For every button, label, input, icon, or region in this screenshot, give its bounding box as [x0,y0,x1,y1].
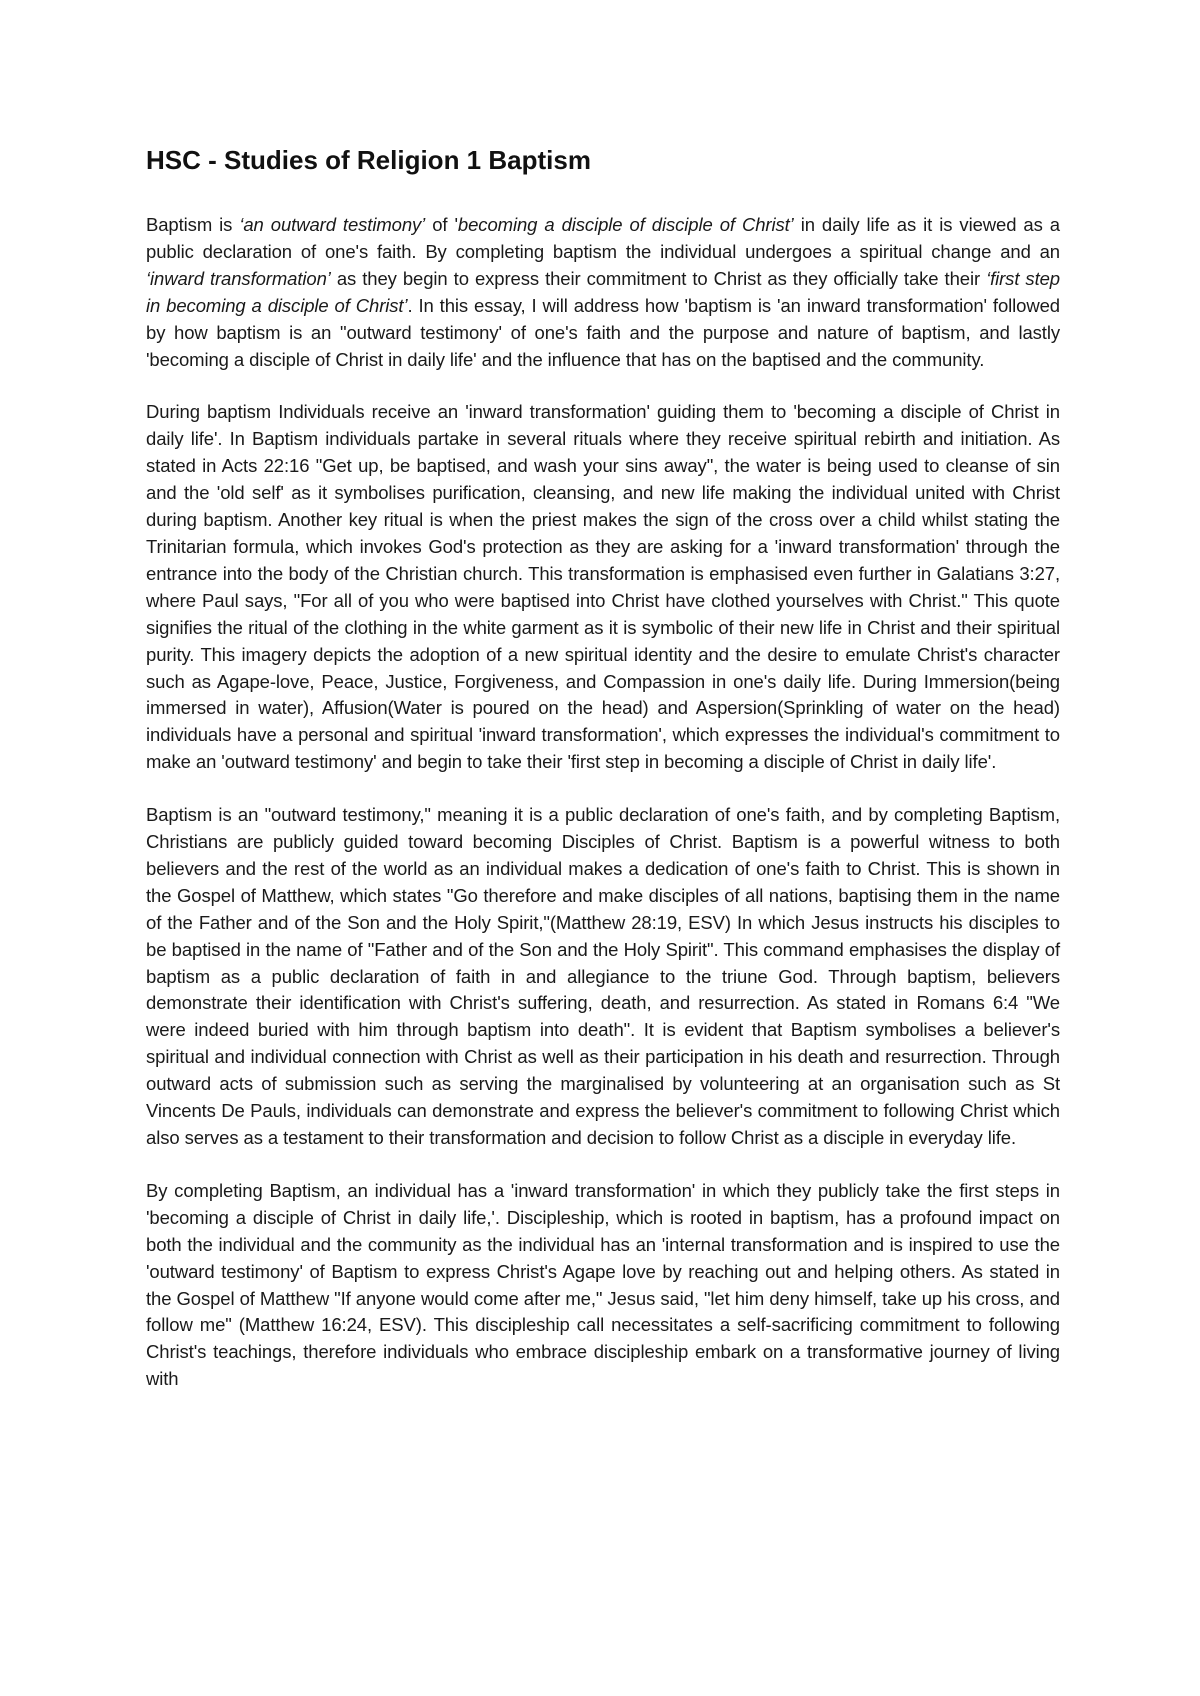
document-content [146,142,1060,1419]
text-segment: By completing Baptism, an individual has a 'inward transformation' in which they publicly take the first steps in 'becoming a disciple of Christ in daily life,'. Discipleship, which is rooted in baptism, has a profound impact on both the individual and the community as the individual has an 'internal transformation and is inspired to use the 'outward testimony' of Baptism to express Christ's Agape love by reaching out and helping others. As stated in the Gospel of Matthew "If anyone would come after me," Jesus said, "let him deny himself, take up his cross, and follow me" (Matthew 16:24, ESV). This discipleship call necessitates a self-sacrificing commitment to following Christ's teachings, therefore individuals who embrace discipleship embark on a transformative journey of living with [146,1179,1060,1390]
text-segment: During baptism Individuals receive an 'inward transformation' guiding them to 'becoming a disciple of Christ in daily life'. In Baptism individuals partake in several rituals where they receive spiritual rebirth and initiation. As stated in Acts 22:16 "Get up, be baptised, and wash your sins away", the water is being used to cleanse of sin and the 'old self' as it symbolises purification, cleansing, and new life making the individual united with Christ during baptism. Another key ritual is when the priest makes the sign of the cross over a child whilst stating the Trinitarian formula, which invokes God's protection as they are asking for a 'inward transformation' through the entrance into the body of the Christian church. This transformation is emphasised even further in Galatians 3:27, where Paul says, "For all of you who were baptised into Christ have clothed yourselves with Christ." This quote signifies the ritual of the clothing in the white garment as it is symbolic of their new life in Christ and their spiritual purity. This imagery depicts the adoption of a new spiritual identity and the desire to emulate Christ's character such as Agape-love, Peace, Justice, Forgiveness, and Compassion in one's daily life. During Immersion(being immersed in water), Affusion(Water is poured on the head) and Aspersion(Sprinkling of water on the head) individuals have a personal and spiritual 'inward transformation', which expresses the individual's commitment to make an 'outward testimony' and begin to take their 'first step in becoming a disciple of Christ in daily life'. [146,401,1060,773]
italic-quote: ‘first step in becoming a disciple of Christ’ [146,267,1060,316]
text-segment: . In this essay, I will address how 'baptism is 'an inward transformation' followed by how baptism is an "outward testimony' of one's faith and the purpose and nature of baptism, and lastly 'becoming a disciple of Christ in daily life' and the influence that has on the baptised and the community. [146,294,1060,370]
italic-quote: ‘inward transformation’ [146,267,331,289]
paragraph-introduction [146,212,1060,373]
paragraph-outward-testimony [146,802,1060,1152]
text-segment: in daily life as it is viewed as a public declaration of one's faith. By completing baptism the individual undergoes a spiritual change and an [146,214,1060,262]
text-segment: Baptism is [146,214,240,235]
document-title: HSC - Studies of Religion 1 Baptism [146,145,591,175]
text-segment: of ' [425,214,458,235]
text-segment: Baptism is an "outward testimony," meaning it is a public declaration of one's faith, and by completing Baptism, Christians are publicly guided toward becoming Disciples of Christ. Baptism is a powerful witness to both believers and the rest of the world as an individual makes a dedication of one's faith to Christ. This is shown in the Gospel of Matthew, which states "Go therefore and make disciples of all nations, baptising them in the name of the Father and of the Son and the Holy Spirit,"(Matthew 28:19, ESV) In which Jesus instructs his disciples to be baptised in the name of "Father and of the Son and the Holy Spirit". This command emphasises the display of baptism as a public declaration of faith in and allegiance to the triune God. Through baptism, believers demonstrate their identification with Christ's suffering, death, and resurrection. As stated in Romans 6:4 "We were indeed buried with him through baptism into death". It is evident that Baptism symbolises a believer's spiritual and individual connection with Christ as well as their participation in his death and resurrection. Through outward acts of submission such as serving the marginalised by volunteering at an organisation such as St Vincents De Pauls, individuals can demonstrate and express the believer's commitment to following Christ which also serves as a testament to their transformation and decision to follow Christ as a disciple in everyday life. [146,804,1060,1148]
paragraph-inward-transformation [146,399,1060,776]
paragraph-discipleship [146,1178,1060,1393]
text-segment: as they begin to express their commitment to Christ as they officially take their [330,267,987,289]
italic-quote: ‘an outward testimony’ [239,214,426,235]
italic-quote: becoming a disciple of disciple of Christ’ [457,214,794,235]
